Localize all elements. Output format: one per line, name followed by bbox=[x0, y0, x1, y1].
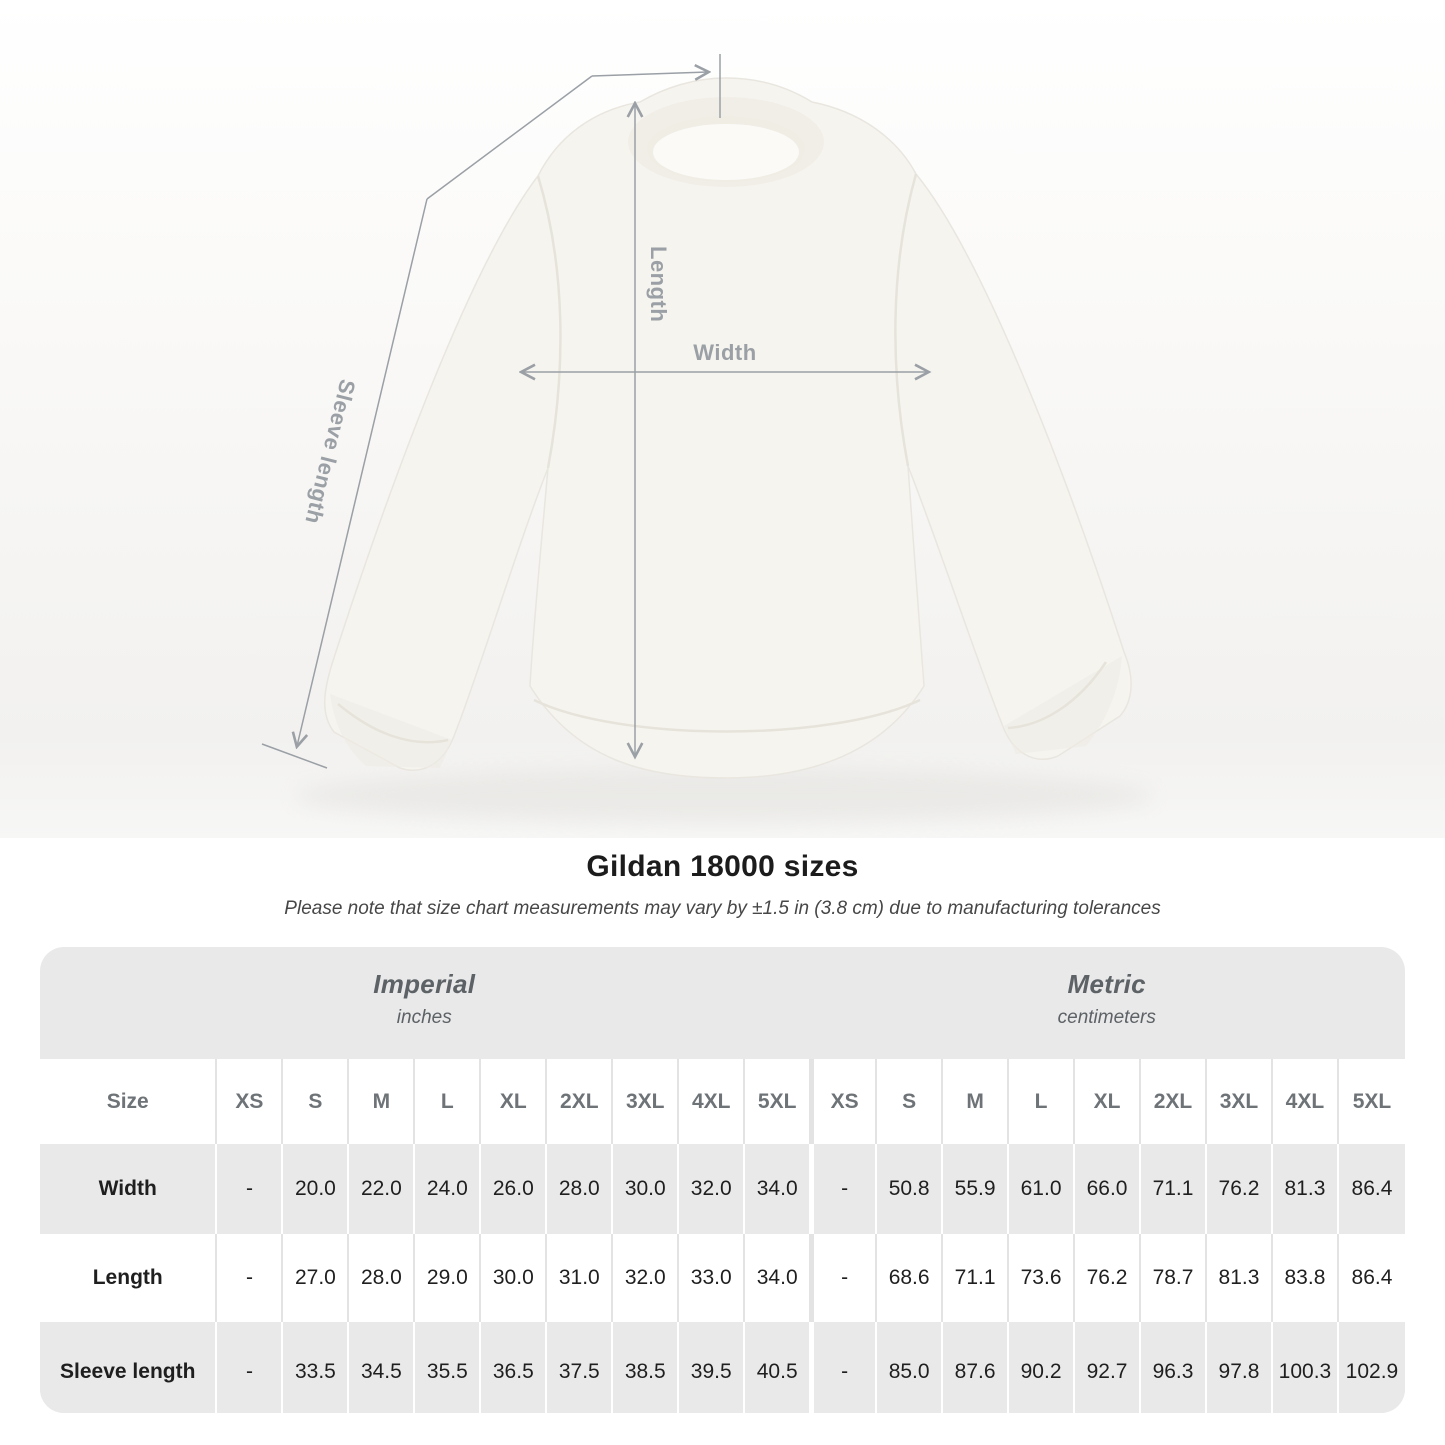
table-cell: - bbox=[811, 1322, 877, 1413]
sleeve-length-label: Sleeve length bbox=[300, 376, 361, 527]
table-cell: 85.0 bbox=[877, 1322, 943, 1413]
sweatshirt-image bbox=[294, 78, 1154, 824]
table-cell: 50.8 bbox=[877, 1144, 943, 1234]
metric-title: Metric bbox=[1067, 969, 1146, 999]
row-label: Width bbox=[40, 1144, 217, 1234]
size-col-header: M bbox=[349, 1059, 415, 1144]
size-col-header: XS bbox=[811, 1059, 877, 1144]
size-col-header: 5XL bbox=[745, 1059, 811, 1144]
size-table bbox=[40, 1059, 1405, 1413]
caption-section bbox=[0, 850, 1445, 920]
size-col-header: M bbox=[943, 1059, 1009, 1144]
table-cell: 35.5 bbox=[415, 1322, 481, 1413]
page-title: Gildan 18000 sizes bbox=[586, 850, 859, 883]
table-cell: 68.6 bbox=[877, 1234, 943, 1322]
table-cell: 100.3 bbox=[1273, 1322, 1339, 1413]
table-cell: 30.0 bbox=[613, 1144, 679, 1234]
size-col-header: 5XL bbox=[1339, 1059, 1405, 1144]
table-cell: 73.6 bbox=[1009, 1234, 1075, 1322]
table-cell: - bbox=[217, 1144, 283, 1234]
size-col-header: L bbox=[415, 1059, 481, 1144]
table-cell: 38.5 bbox=[613, 1322, 679, 1413]
size-col-header: 2XL bbox=[1141, 1059, 1207, 1144]
table-cell: 36.5 bbox=[481, 1322, 547, 1413]
table-cell: 96.3 bbox=[1141, 1322, 1207, 1413]
table-cell: 30.0 bbox=[481, 1234, 547, 1322]
table-cell: 78.7 bbox=[1141, 1234, 1207, 1322]
collar-opening bbox=[653, 124, 799, 180]
table-cell: 76.2 bbox=[1207, 1144, 1273, 1234]
table-cell: 31.0 bbox=[547, 1234, 613, 1322]
table-cell: 32.0 bbox=[679, 1144, 745, 1234]
size-col-header: 2XL bbox=[547, 1059, 613, 1144]
size-col-header: 3XL bbox=[1207, 1059, 1273, 1144]
table-cell: 90.2 bbox=[1009, 1322, 1075, 1413]
table-cell: 81.3 bbox=[1207, 1234, 1273, 1322]
table-row bbox=[40, 1322, 1405, 1413]
metric-subtitle: centimeters bbox=[1057, 1007, 1156, 1028]
table-cell: 20.0 bbox=[283, 1144, 349, 1234]
table-cell: 32.0 bbox=[613, 1234, 679, 1322]
size-header-label: Size bbox=[40, 1059, 217, 1144]
imperial-header bbox=[40, 969, 808, 1059]
table-cell: 86.4 bbox=[1339, 1144, 1405, 1234]
table-cell: 97.8 bbox=[1207, 1322, 1273, 1413]
table-cell: 29.0 bbox=[415, 1234, 481, 1322]
table-cell: 39.5 bbox=[679, 1322, 745, 1413]
tolerance-note: Please note that size chart measurements may vary by ±1.5 in (3.8 cm) due to manufacturing tolerances bbox=[284, 898, 1161, 919]
table-cell: 24.0 bbox=[415, 1144, 481, 1234]
table-cell: 61.0 bbox=[1009, 1144, 1075, 1234]
length-label: Length bbox=[646, 246, 671, 323]
table-cell: 33.5 bbox=[283, 1322, 349, 1413]
size-col-header: 4XL bbox=[679, 1059, 745, 1144]
table-cell: - bbox=[811, 1234, 877, 1322]
table-cell: 86.4 bbox=[1339, 1234, 1405, 1322]
table-cell: 34.0 bbox=[745, 1144, 811, 1234]
table-row bbox=[40, 1234, 1405, 1322]
table-cell: - bbox=[217, 1234, 283, 1322]
table-cell: - bbox=[217, 1322, 283, 1413]
size-col-header: S bbox=[877, 1059, 943, 1144]
table-cell: 55.9 bbox=[943, 1144, 1009, 1234]
row-label: Sleeve length bbox=[40, 1322, 217, 1413]
size-table-container bbox=[40, 947, 1405, 1413]
row-label: Length bbox=[40, 1234, 217, 1322]
imperial-title: Imperial bbox=[373, 969, 476, 999]
table-cell: 27.0 bbox=[283, 1234, 349, 1322]
table-cell: 92.7 bbox=[1075, 1322, 1141, 1413]
table-cell: 34.0 bbox=[745, 1234, 811, 1322]
size-table-body bbox=[40, 1059, 1405, 1413]
table-cell: 76.2 bbox=[1075, 1234, 1141, 1322]
size-header-row bbox=[40, 1059, 1405, 1144]
table-cell: 87.6 bbox=[943, 1322, 1009, 1413]
table-cell: 34.5 bbox=[349, 1322, 415, 1413]
table-cell: 83.8 bbox=[1273, 1234, 1339, 1322]
table-cell: 71.1 bbox=[1141, 1144, 1207, 1234]
table-cell: 37.5 bbox=[547, 1322, 613, 1413]
table-cell: 66.0 bbox=[1075, 1144, 1141, 1234]
unit-header-band bbox=[40, 947, 1405, 1059]
imperial-subtitle: inches bbox=[396, 1007, 452, 1028]
table-cell: 28.0 bbox=[349, 1234, 415, 1322]
size-col-header: 3XL bbox=[613, 1059, 679, 1144]
size-col-header: L bbox=[1009, 1059, 1075, 1144]
size-col-header: 4XL bbox=[1273, 1059, 1339, 1144]
size-col-header: XL bbox=[1075, 1059, 1141, 1144]
width-label: Width bbox=[693, 340, 757, 365]
table-cell: 40.5 bbox=[745, 1322, 811, 1413]
size-col-header: XS bbox=[217, 1059, 283, 1144]
table-cell: 28.0 bbox=[547, 1144, 613, 1234]
table-cell: 71.1 bbox=[943, 1234, 1009, 1322]
table-row bbox=[40, 1144, 1405, 1234]
table-cell: 22.0 bbox=[349, 1144, 415, 1234]
table-cell: 81.3 bbox=[1273, 1144, 1339, 1234]
metric-header bbox=[808, 969, 1405, 1059]
table-cell: - bbox=[811, 1144, 877, 1234]
table-cell: 102.9 bbox=[1339, 1322, 1405, 1413]
size-col-header: S bbox=[283, 1059, 349, 1144]
size-col-header: XL bbox=[481, 1059, 547, 1144]
table-cell: 33.0 bbox=[679, 1234, 745, 1322]
table-cell: 26.0 bbox=[481, 1144, 547, 1234]
